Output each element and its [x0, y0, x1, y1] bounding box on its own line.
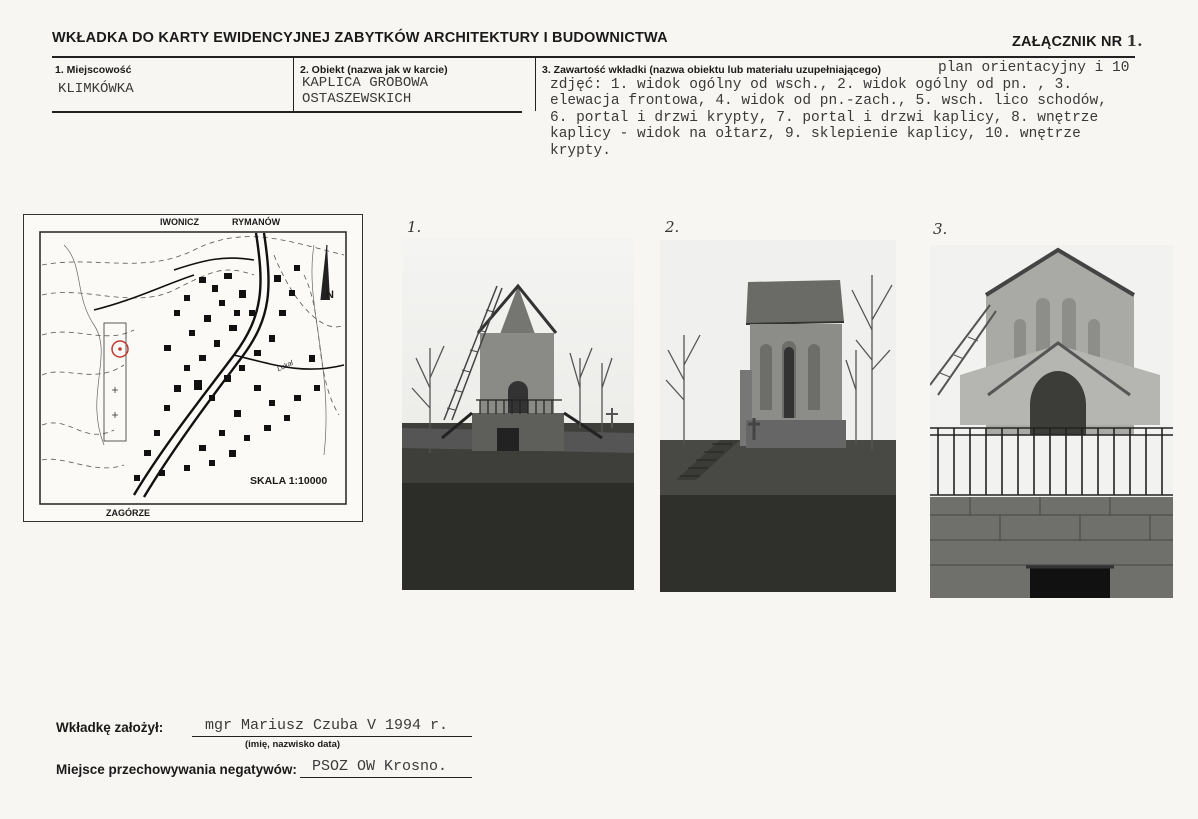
author-hint: (imię, nazwisko data) — [245, 739, 341, 750]
object-label: 2. Obiekt (nazwa jak w karcie) — [300, 64, 448, 76]
document-title: WKŁADKA DO KARTY EWIDENCYJNEJ ZABYTKÓW ARCHITEKTURY I BUDOWNICTWA — [52, 30, 668, 46]
map-north-label: N — [326, 289, 334, 301]
orientation-map — [23, 214, 363, 522]
contents-label: 3. Zawartość wkładki (nazwa obiektu lub materiału uzupełniającego) — [542, 64, 881, 76]
storage-value: PSOZ OW Krosno. — [312, 758, 448, 775]
annex-label-text: ZAŁĄCZNIK NR — [1012, 34, 1123, 50]
contents-line-1: zdjęć: 1. widok ogólny od wsch., 2. widok ogólny od pn. , 3. — [550, 77, 1073, 93]
fields-bottom-rule — [52, 111, 522, 113]
map-label-iwonicz: IWONICZ — [160, 217, 199, 227]
field-divider-1 — [293, 58, 294, 111]
photo-3 — [930, 245, 1173, 598]
author-label: Wkładkę założył: — [56, 720, 164, 735]
map-buildings — [134, 265, 320, 481]
locality-value: KLIMKÓWKA — [58, 81, 134, 97]
photo-2 — [660, 240, 896, 592]
photo-1 — [402, 238, 634, 590]
photo-3-number: 3. — [933, 220, 948, 238]
contents-line-4: kaplicy - widok na ołtarz, 9. sklepienie kaplicy, 10. wnętrze — [550, 126, 1081, 143]
photo-1-number: 1. — [407, 218, 422, 236]
author-value: mgr Mariusz Czuba V 1994 r. — [205, 717, 449, 734]
storage-label: Miejsce przechowywania negatywów: — [56, 762, 297, 777]
field-divider-2 — [535, 58, 536, 111]
annex-number: 1. — [1126, 32, 1143, 50]
map-road-label: Lokal — [276, 359, 295, 374]
object-value-line2: OSTASZEWSKICH — [302, 91, 412, 107]
annex-label — [1012, 32, 1143, 50]
contents-line-3: 6. portal i drzwi krypty, 7. portal i drzwi kaplicy, 8. wnętrze — [550, 109, 1099, 126]
object-value — [302, 75, 428, 107]
locality-label: 1. Miejscowość — [55, 64, 132, 76]
map-scale-label: SKALA 1:10000 — [250, 475, 328, 487]
top-rule — [52, 56, 1135, 58]
contents-line-5: krypty. — [550, 142, 611, 159]
photo-2-number: 2. — [665, 218, 680, 236]
map-label-rymanow: RYMANÓW — [232, 217, 281, 227]
contents-text — [550, 77, 1190, 159]
object-value-line1: KAPLICA GROBOWA — [302, 75, 429, 91]
contents-line-0: plan orientacyjny i 10 — [938, 60, 1130, 76]
map-label-zagorze: ZAGÓRZE — [106, 508, 150, 518]
storage-underline — [300, 777, 472, 778]
contents-line-2: elewacja frontowa, 4. widok od pn.-zach., 5. wsch. lico schodów, — [550, 93, 1107, 110]
author-underline — [192, 736, 472, 737]
